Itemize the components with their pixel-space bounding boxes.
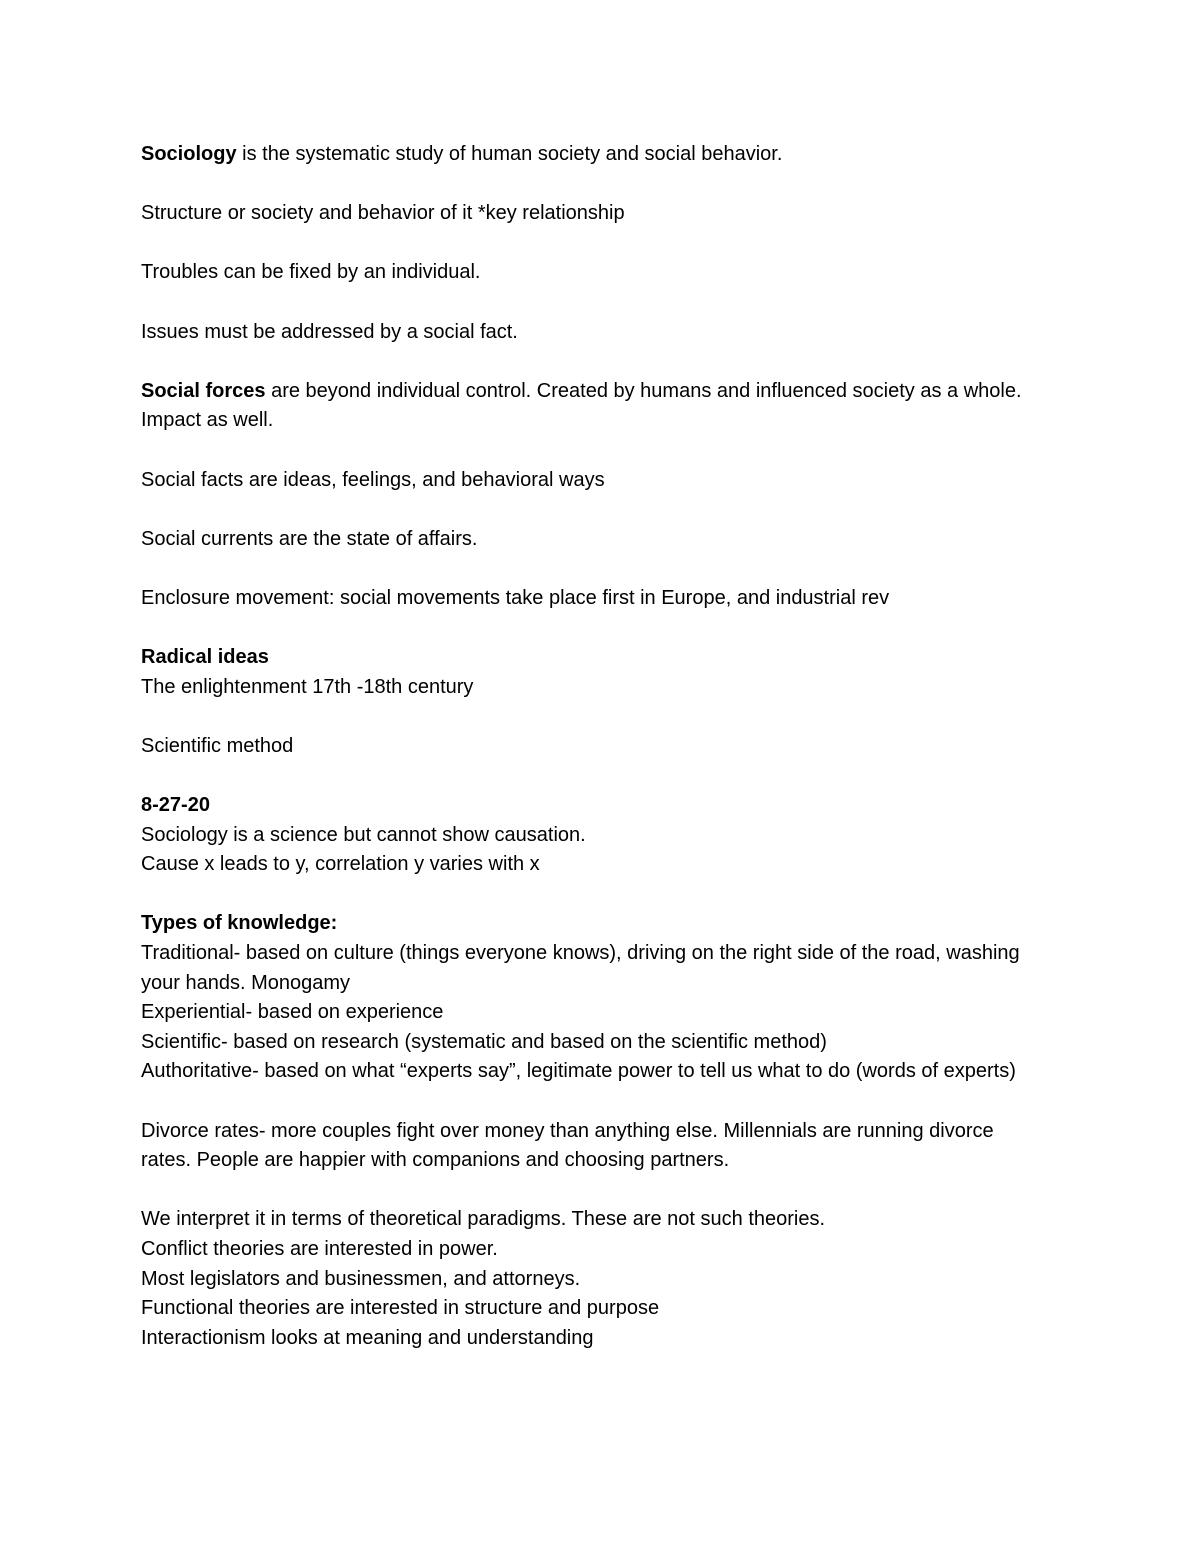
knowledge-authoritative: Authoritative- based on what “experts say”, legitimate power to tell us what to do (words of experts) — [141, 1060, 1016, 1083]
paragraph-troubles: Troubles can be fixed by an individual. — [141, 261, 481, 284]
paragraph-conflict-theories: Conflict theories are interested in power. — [141, 1237, 498, 1260]
spacer — [141, 229, 1041, 259]
document-body — [141, 140, 1041, 1353]
spacer — [141, 347, 1041, 377]
paragraph-divorce-rates: Divorce rates- more couples fight over money than anything else. Millennials are running divorce rates. People are happier with companions and choosing partners. — [141, 1119, 994, 1172]
paragraph-social-forces — [141, 377, 1041, 436]
spacer — [141, 170, 1041, 200]
spacer — [141, 880, 1041, 910]
term-sociology: Sociology — [141, 143, 237, 165]
paragraph-enclosure: Enclosure movement: social movements take place first in Europe, and industrial rev — [141, 586, 890, 609]
term-social-forces: Social forces — [141, 379, 266, 402]
paragraph-theoretical-paradigms: We interpret it in terms of theoretical paradigms. These are not such theories. — [141, 1208, 826, 1231]
spacer — [141, 554, 1041, 584]
definition-text: is the systematic study of human society and social behavior. — [236, 143, 783, 165]
heading-radical-ideas: Radical ideas — [141, 646, 269, 669]
spacer — [141, 495, 1041, 525]
paragraph-functional-theories: Functional theories are interested in structure and purpose — [141, 1297, 660, 1320]
social-forces-text: are beyond individual control. Created by humans and influenced society as a whole. Impact as well. — [141, 379, 1022, 432]
paragraph-social-currents: Social currents are the state of affairs. — [141, 527, 478, 550]
paragraph-social-facts: Social facts are ideas, feelings, and behavioral ways — [141, 468, 605, 491]
paragraph-structure: Structure or society and behavior of it *key relationship — [141, 202, 625, 225]
paragraph-scientific-method: Scientific method — [141, 734, 294, 757]
heading-date: 8-27-20 — [141, 794, 210, 817]
knowledge-experiential: Experiential- based on experience — [141, 1001, 444, 1024]
knowledge-traditional: Traditional- based on culture (things everyone knows), driving on the right side of the road, washing your hands. Monogamy — [141, 942, 1020, 994]
paragraph-interactionism: Interactionism looks at meaning and understanding — [141, 1326, 594, 1349]
spacer — [141, 702, 1041, 732]
paragraph-enlightenment: The enlightenment 17th -18th century — [141, 675, 474, 698]
paragraph-legislators: Most legislators and businessmen, and attorneys. — [141, 1267, 581, 1290]
spacer — [141, 288, 1041, 318]
knowledge-scientific: Scientific- based on research (systematic and based on the scientific method) — [141, 1030, 827, 1053]
spacer — [141, 1176, 1041, 1206]
spacer — [141, 761, 1041, 791]
spacer — [141, 436, 1041, 466]
paragraph-sociology-definition — [141, 140, 1041, 170]
spacer — [141, 614, 1041, 644]
heading-types-of-knowledge: Types of knowledge: — [141, 912, 338, 935]
spacer — [141, 1087, 1041, 1117]
paragraph-science-causation: Sociology is a science but cannot show causation. — [141, 823, 586, 846]
paragraph-cause-correlation: Cause x leads to y, correlation y varies with x — [141, 853, 540, 876]
paragraph-issues: Issues must be addressed by a social fact. — [141, 320, 518, 343]
